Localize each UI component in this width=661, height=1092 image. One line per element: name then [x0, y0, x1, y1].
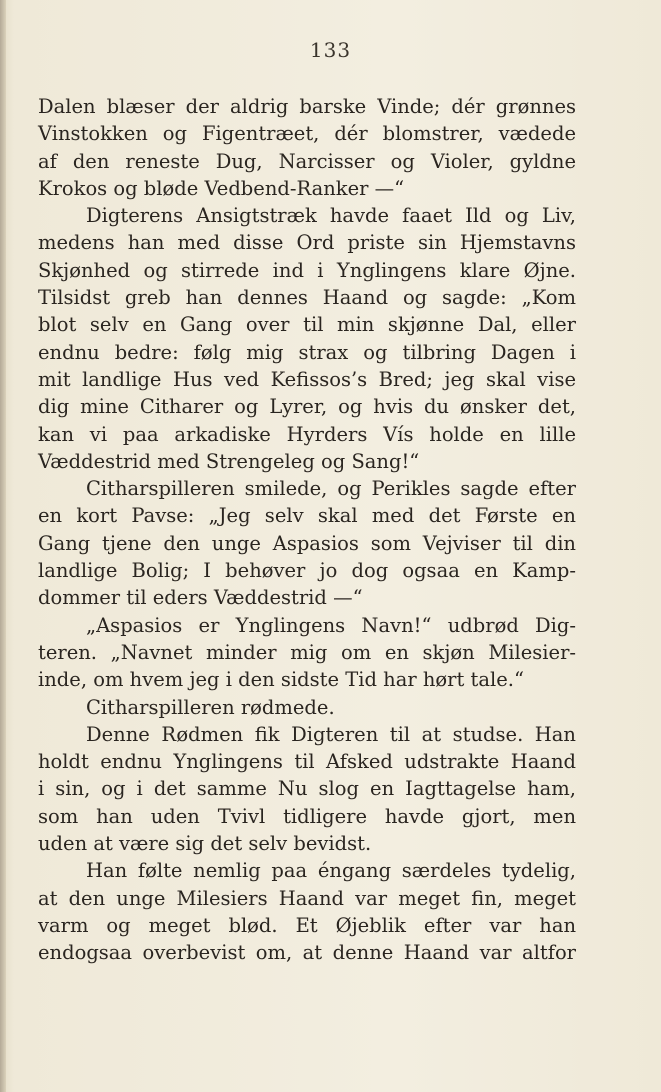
text-line: Denne Rødmen fik Digteren til at studse. Han	[86, 722, 576, 746]
text-line: „Aspasios er Ynglingens Navn!“ udbrød Dig-	[86, 613, 576, 637]
text-line: Dalen blæser der aldrig barske Vinde; dér grønnes	[38, 95, 576, 118]
text-line: Citharspilleren rødmede.	[86, 695, 335, 719]
text-line: Vinstokken og Figentræet, dér blomstrer, vædede	[38, 122, 576, 146]
paragraph	[38, 857, 576, 966]
text-line: landlige Bolig; I behøver jo dog ogsaa en Kamp-	[38, 559, 576, 583]
text-line: af den reneste Dug, Narcisser og Violer, gyldne	[38, 149, 576, 173]
text-line: Skjønhed og stirrede ind i Ynglingens klare Øjne.	[38, 258, 576, 282]
page-number: 133	[309, 38, 352, 62]
text-line: dig mine Citharer og Lyrer, og hvis du ønsker det,	[38, 395, 576, 419]
text-line: at den unge Milesiers Haand var meget fin, meget	[38, 886, 576, 910]
text-line: Citharspilleren smilede, og Perikles sagde efter	[86, 477, 576, 501]
paragraph	[38, 694, 576, 721]
text-line: dommer til eders Væddestrid —“	[38, 586, 363, 610]
text-line: kan vi paa arkadiske Hyrders Vís holde en lille	[38, 422, 576, 446]
text-line: Digterens Ansigtstræk havde faaet Ild og Liv,	[86, 204, 576, 228]
text-line: blot selv en Gang over til min skjønne Dal, eller	[38, 313, 576, 337]
text-line: holdt endnu Ynglingens til Afsked udstrakte Haand	[38, 750, 576, 774]
text-line: som han uden Tvivl tidligere havde gjort, men	[38, 804, 576, 828]
text-line: teren. „Navnet minder mig om en skjøn Milesier-	[38, 640, 576, 664]
text-line: uden at være sig det selv bevidst.	[38, 832, 372, 856]
text-line: endnu bedre: følg mig strax og tilbring Dagen i	[38, 340, 576, 364]
text-line: en kort Pavse: „Jeg selv skal med det Første en	[38, 504, 576, 528]
paragraph	[38, 475, 576, 611]
text-line: i sin, og i det samme Nu slog en Iagttagelse ham,	[38, 777, 576, 801]
text-line: varm og meget blød. Et Øjeblik efter var han	[38, 913, 576, 937]
text-line: Krokos og bløde Vedbend-Ranker —“	[38, 176, 405, 200]
text-line: Gang tjene den unge Aspasios som Vejviser til din	[38, 531, 576, 555]
paragraph	[38, 202, 576, 475]
paragraph	[38, 93, 576, 202]
text-line: Han følte nemlig paa éngang særdeles tydelig,	[86, 859, 576, 883]
text-line: endogsaa overbevist om, at denne Haand var altfor	[38, 941, 576, 965]
body-text	[38, 93, 576, 967]
text-line: inde, om hvem jeg i den sidste Tid har hørt tale.“	[38, 668, 524, 692]
text-line: Væddestrid med Strengeleg og Sang!“	[38, 449, 420, 473]
text-line: mit landlige Hus ved Kefissos’s Bred; jeg skal vise	[38, 367, 576, 391]
binding-edge	[0, 0, 6, 1092]
paragraph	[38, 612, 576, 694]
text-line: medens han med disse Ord priste sin Hjemstavns	[38, 231, 576, 255]
text-line: Tilsidst greb han dennes Haand og sagde: „Kom	[38, 286, 576, 310]
paragraph	[38, 721, 576, 857]
